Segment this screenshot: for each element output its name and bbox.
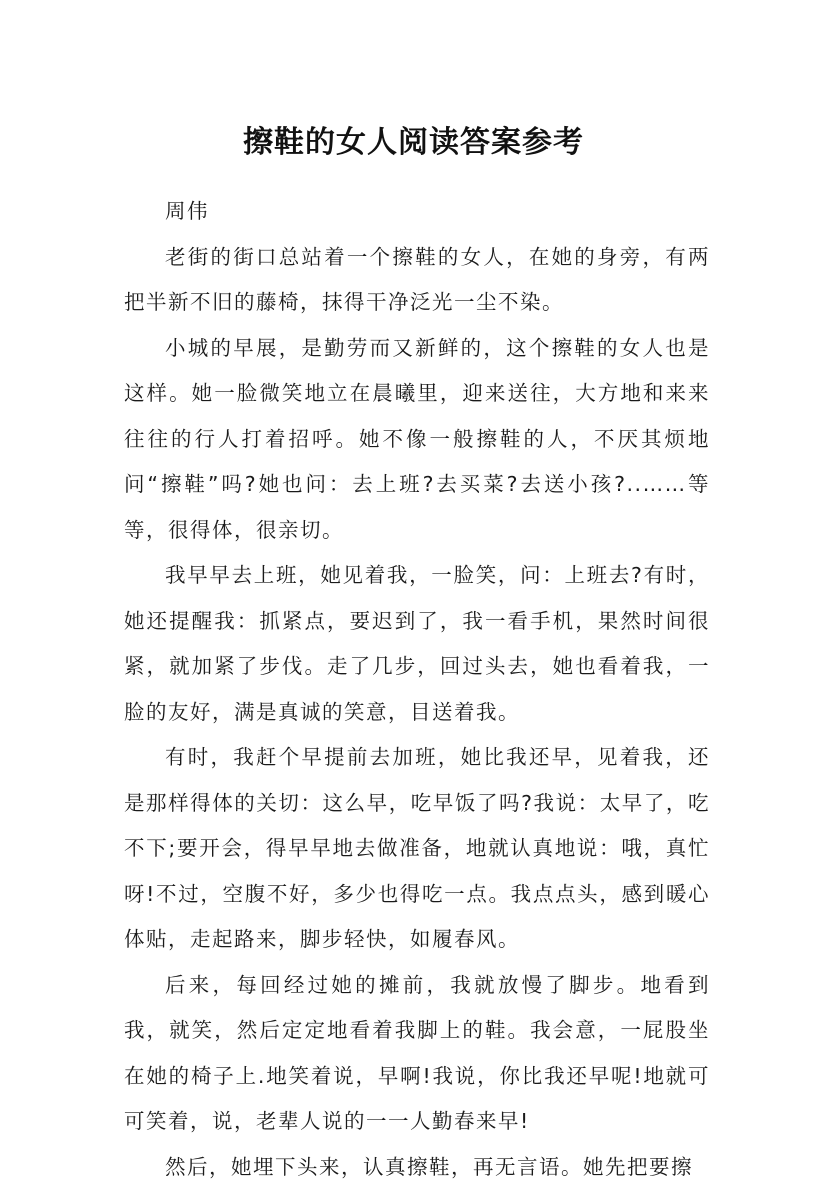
paragraph: 老街的街口总站着一个擦鞋的女人，在她的身旁，有两把半新不旧的藤椅，抹得干净泛光一尘不染。 [124, 235, 710, 326]
paragraph: 后来，每回经过她的摊前，我就放慢了脚步。地看到我，就笑，然后定定地看着我脚上的鞋。我会意，一屁股坐在她的椅子上.地笑着说，早啊!我说，你比我还早呢!地就可可笑着，说，老辈人说的一一人勤春来早! [124, 963, 710, 1145]
paragraph: 有时，我赶个早提前去加班，她比我还早，见着我，还是那样得体的关切：这么早，吃早饭了吗?我说：太早了，吃不下;要开会，得早早地去做准备，地就认真地说：哦，真忙呀!不过，空腹不好，多少也得吃一点。我点点头，感到暖心体贴，走起路来，脚步轻快，如履春风。 [124, 735, 710, 963]
paragraph: 我早早去上班，她见着我，一脸笑，问：上班去?有时，她还提醒我：抓紧点，要迟到了，我一看手机，果然时间很紧，就加紧了步伐。走了几步，回过头去，她也看着我，一脸的友好，满是真诚的笑意，目送着我。 [124, 553, 710, 735]
document-title: 擦鞋的女人阅读答案参考 [0, 121, 827, 165]
paragraph: 小城的早展，是勤劳而又新鲜的，这个擦鞋的女人也是这样。她一脸微笑地立在晨曦里，迎来送往，大方地和来来往往的行人打着招呼。她不像一般擦鞋的人，不厌其烦地问“擦鞋”吗?她也问：去上班?去买菜?去送小孩?..……等等，很得体，很亲切。 [124, 326, 710, 554]
author-line: 周伟 [124, 189, 710, 235]
paragraph: 然后，她埋下头来，认真擦鞋，再无言语。她先把要擦 [124, 1145, 710, 1190]
document-body [124, 189, 710, 1190]
